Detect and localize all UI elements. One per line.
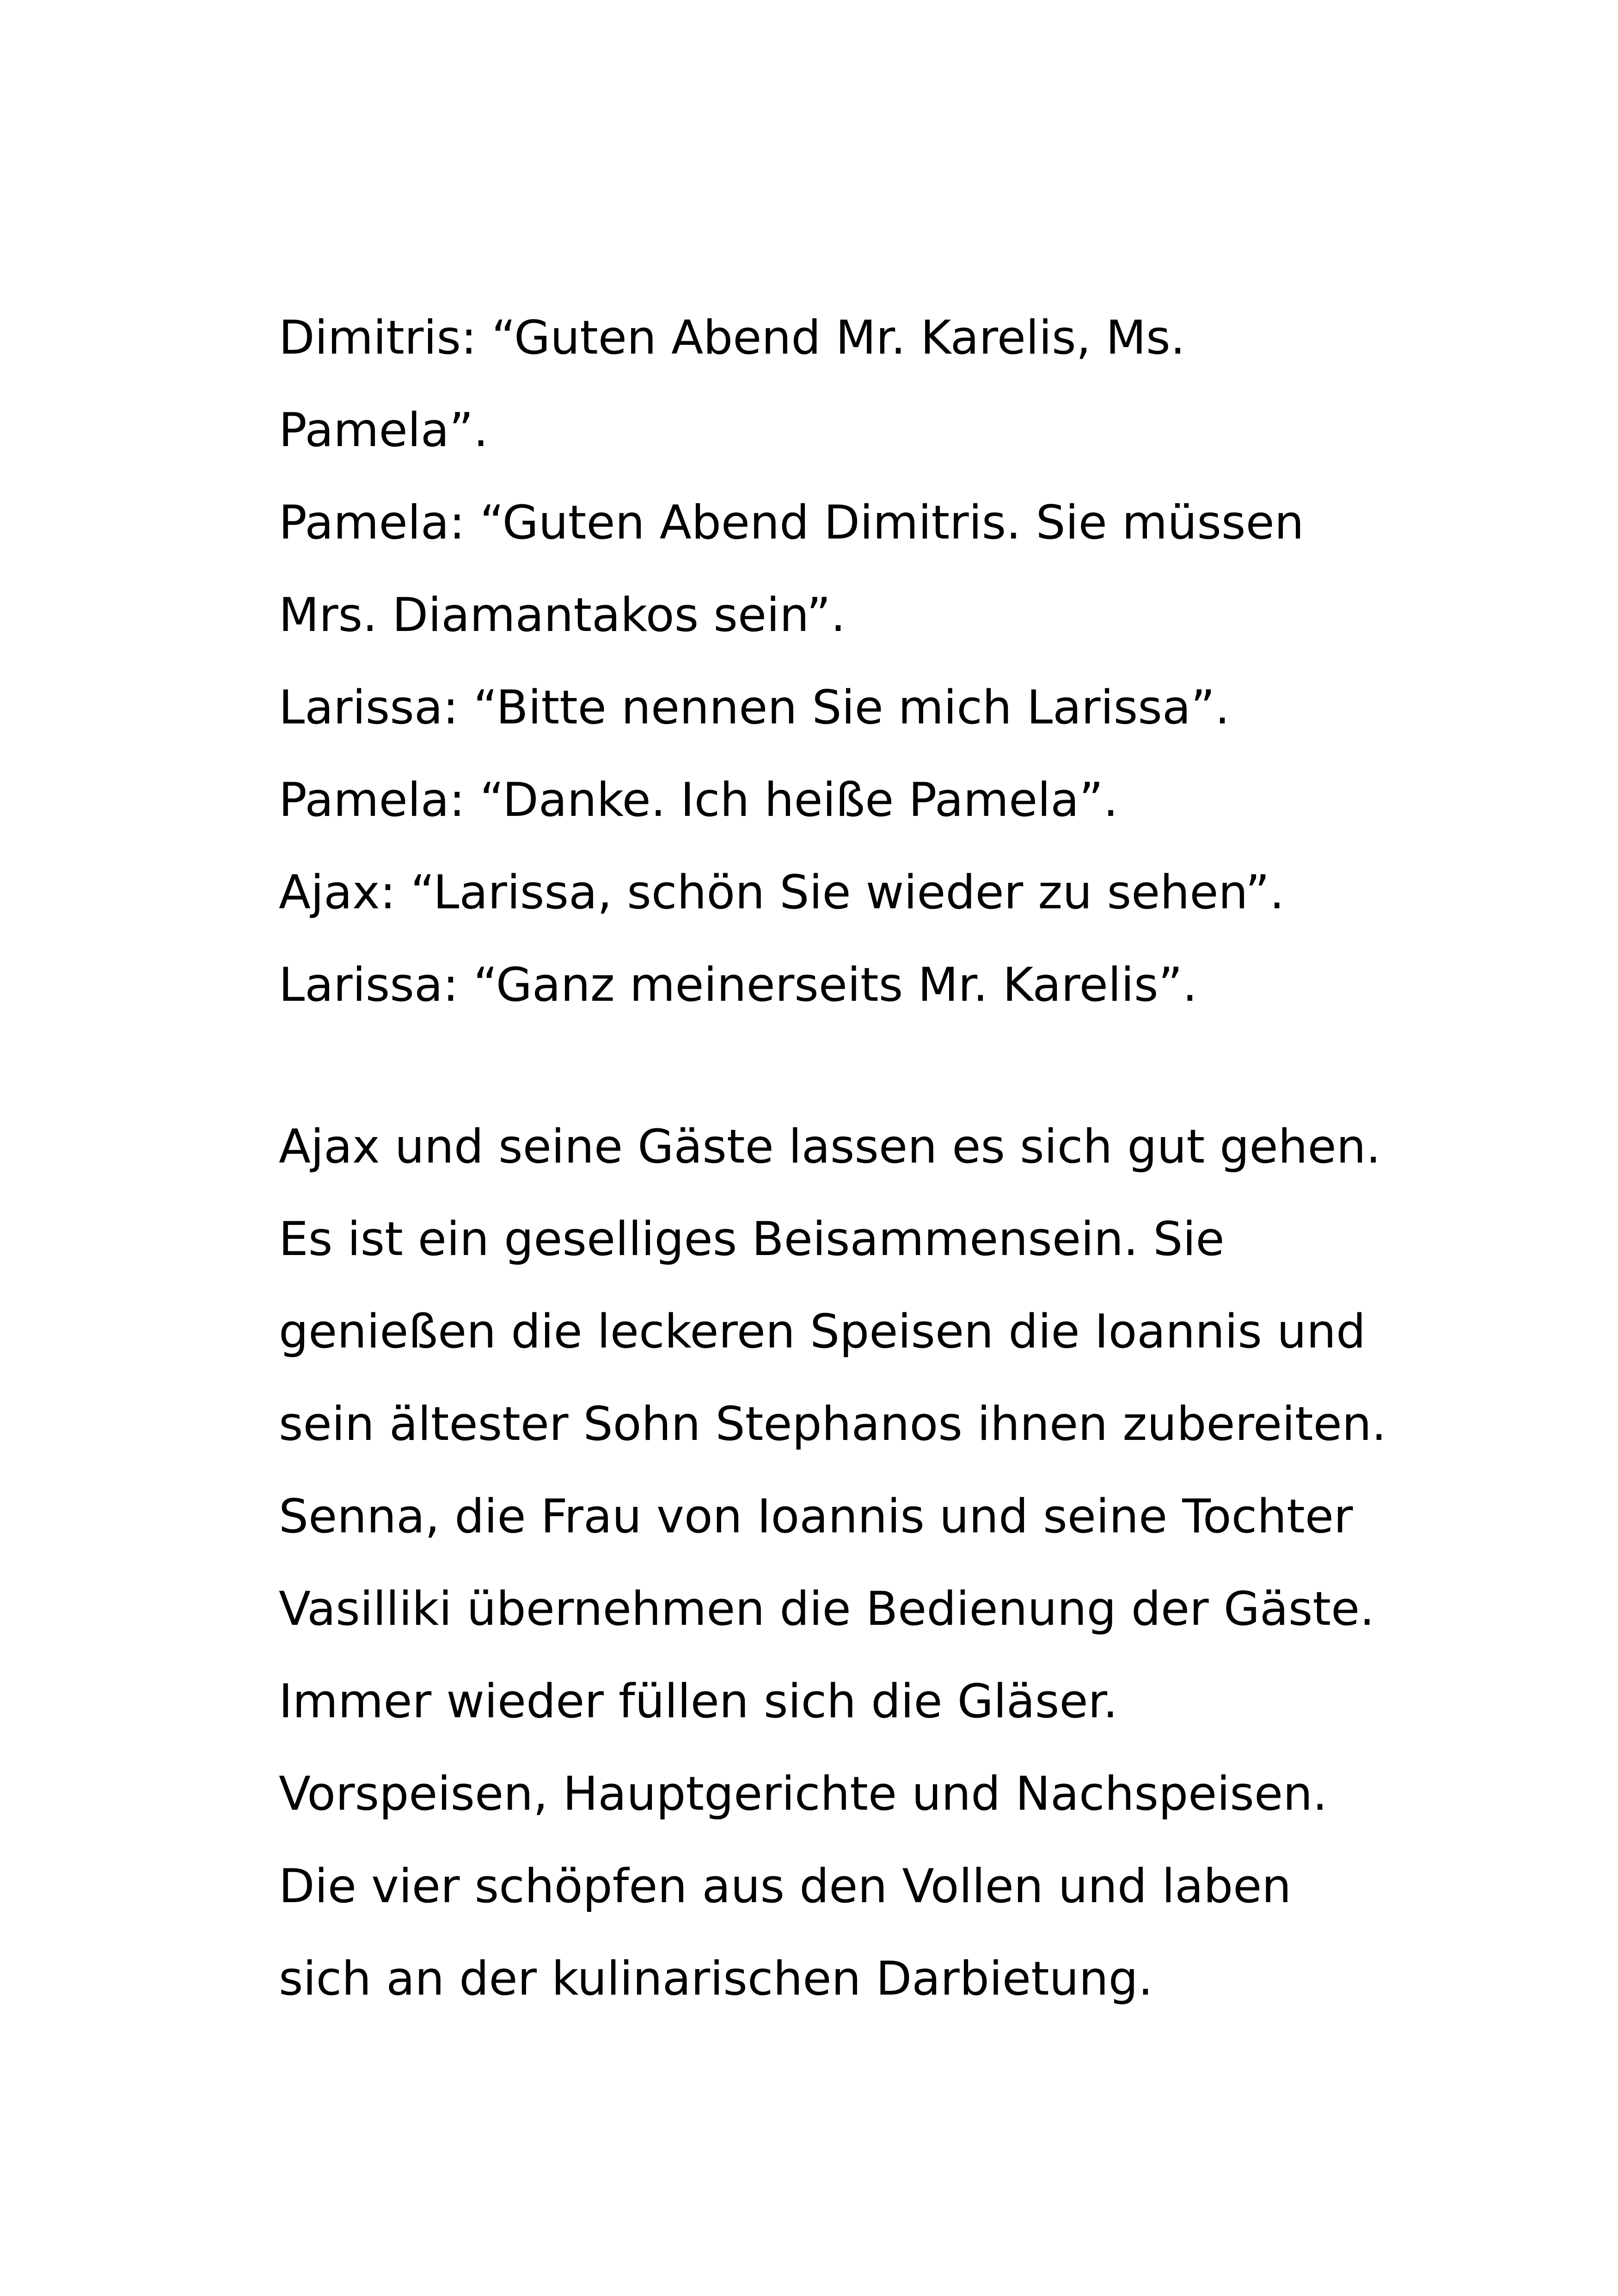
narrative-line: Senna, die Frau von Ioannis und seine Tochter bbox=[279, 1489, 1353, 1543]
narrative-line: Vasilliki übernehmen die Bedienung der Gäste. bbox=[279, 1581, 1375, 1636]
narrative-line: Vorspeisen, Hauptgerichte und Nachspeisen. bbox=[279, 1766, 1328, 1821]
dialogue-line: Pamela”. bbox=[279, 403, 489, 457]
narrative-line: Die vier schöpfen aus den Vollen und laben bbox=[279, 1859, 1292, 1913]
narrative-line: sich an der kulinarischen Darbietung. bbox=[279, 1951, 1153, 2006]
narrative-line: sein ältester Sohn Stephanos ihnen zubereiten. bbox=[279, 1396, 1387, 1451]
dialogue-line: Ajax: “Larissa, schön Sie wieder zu sehen”. bbox=[279, 865, 1285, 919]
dialogue-line: Dimitris: “Guten Abend Mr. Karelis, Ms. bbox=[279, 310, 1185, 365]
dialogue-section bbox=[279, 291, 1388, 1031]
dialogue-line: Larissa: “Ganz meinerseits Mr. Karelis”. bbox=[279, 957, 1198, 1012]
narrative-line: genießen die leckeren Speisen die Ioannis und bbox=[279, 1304, 1366, 1359]
narrative-line: Ajax und seine Gäste lassen es sich gut gehen. bbox=[279, 1119, 1381, 1174]
dialogue-line: Pamela: “Danke. Ich heiße Pamela”. bbox=[279, 772, 1118, 827]
narrative-line: Es ist ein geselliges Beisammensein. Sie bbox=[279, 1212, 1225, 1266]
dialogue-line: Mrs. Diamantakos sein”. bbox=[279, 588, 846, 642]
narrative-paragraph bbox=[279, 1100, 1388, 2025]
dialogue-line: Larissa: “Bitte nennen Sie mich Larissa”. bbox=[279, 680, 1230, 735]
dialogue-line: Pamela: “Guten Abend Dimitris. Sie müssen bbox=[279, 495, 1304, 550]
narrative-line: Immer wieder füllen sich die Gläser. bbox=[279, 1674, 1118, 1728]
